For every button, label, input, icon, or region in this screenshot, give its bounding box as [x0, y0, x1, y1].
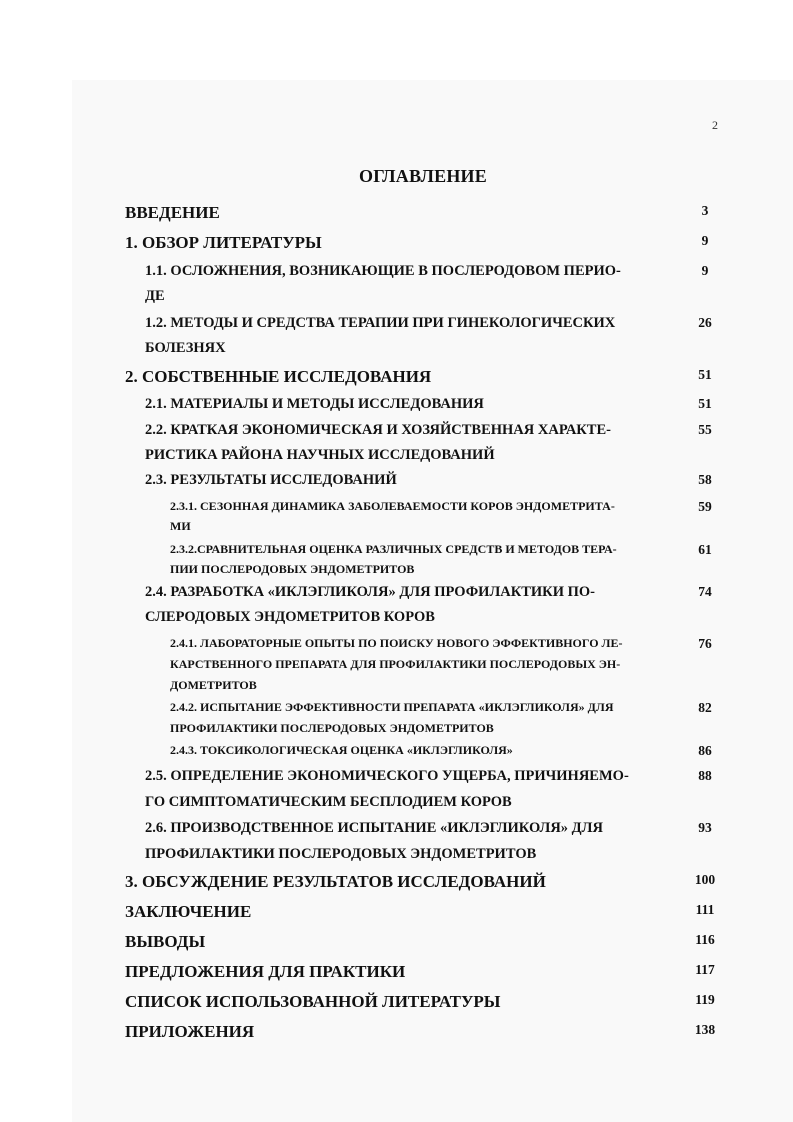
toc-page-number: 3 — [701, 203, 709, 218]
toc-page-number: 74 — [698, 584, 712, 599]
toc-entry-2-3-1-line-2: МИ — [170, 519, 191, 533]
page-number: 2 — [712, 118, 718, 132]
toc-page-number: 116 — [695, 932, 715, 947]
toc-page-number: 93 — [698, 820, 712, 835]
toc-entry-2-6-line-2: ПРОФИЛАКТИКИ ПОСЛЕРОДОВЫХ ЭНДОМЕТРИТОВ — [145, 846, 537, 862]
toc-entry-2-5-line-2: ГО СИМПТОМАТИЧЕСКИМ БЕСПЛОДИЕМ КОРОВ — [145, 794, 512, 810]
toc-page-number: 76 — [698, 636, 712, 651]
toc-entry-1-1-line-2: ДЕ — [145, 288, 165, 304]
toc-entry-2-4-1-line-1: 2.4.1. ЛАБОРАТОРНЫЕ ОПЫТЫ ПО ПОИСКУ НОВОГО ЭФФЕКТИВНОГО ЛЕ- — [170, 636, 623, 650]
toc-page-number: 138 — [694, 1022, 716, 1037]
toc-entry-2-5-line-1: 2.5. ОПРЕДЕЛЕНИЕ ЭКОНОМИЧЕСКОГО УЩЕРБА, ПРИЧИНЯЕМО- — [145, 768, 629, 784]
toc-entry-references: СПИСОК ИСПОЛЬЗОВАННОЙ ЛИТЕРАТУРЫ — [125, 992, 501, 1011]
toc-page-number: 117 — [695, 962, 715, 977]
toc-entry-proposals: ПРЕДЛОЖЕНИЯ ДЛЯ ПРАКТИКИ — [125, 962, 406, 981]
toc-entry-section-2: 2. СОБСТВЕННЫЕ ИССЛЕДОВАНИЯ — [125, 367, 432, 386]
toc-entry-2-4-line-1: 2.4. РАЗРАБОТКА «ИКЛЭГЛИКОЛЯ» ДЛЯ ПРОФИЛАКТИКИ ПО- — [145, 584, 595, 600]
toc-entry-2-2-line-1: 2.2. КРАТКАЯ ЭКОНОМИЧЕСКАЯ И ХОЗЯЙСТВЕННАЯ ХАРАКТЕ- — [145, 422, 611, 438]
toc-entry-findings: ВЫВОДЫ — [125, 932, 206, 951]
toc-entry-2-4-1-line-2: КАРСТВЕННОГО ПРЕПАРАТА ДЛЯ ПРОФИЛАКТИКИ ПОСЛЕРОДОВЫХ ЭН- — [170, 657, 621, 671]
toc-entry-conclusion: ЗАКЛЮЧЕНИЕ — [125, 902, 252, 921]
toc-page-number: 9 — [701, 233, 709, 248]
toc-entry-2-4-3: 2.4.3. ТОКСИКОЛОГИЧЕСКАЯ ОЦЕНКА «ИКЛЭГЛИКОЛЯ» — [170, 743, 513, 757]
toc-page-number: 9 — [701, 263, 709, 278]
toc-page-number: 55 — [698, 422, 712, 437]
toc-entry-2-3-1-line-1: 2.3.1. СЕЗОННАЯ ДИНАМИКА ЗАБОЛЕВАЕМОСТИ КОРОВ ЭНДОМЕТРИТА- — [170, 499, 615, 513]
toc-page-number: 51 — [698, 396, 712, 411]
toc-page-number: 111 — [695, 902, 715, 917]
toc-entry-1-2-line-2: БОЛЕЗНЯХ — [145, 340, 226, 356]
toc-title: ОГЛАВЛЕНИЕ — [359, 166, 487, 186]
toc-entry-2-3-2-line-2: ПИИ ПОСЛЕРОДОВЫХ ЭНДОМЕТРИТОВ — [170, 562, 415, 576]
toc-page-number: 86 — [698, 743, 712, 758]
toc-page-number: 119 — [695, 992, 715, 1007]
toc-entry-section-3: 3. ОБСУЖДЕНИЕ РЕЗУЛЬТАТОВ ИССЛЕДОВАНИЙ — [125, 872, 546, 891]
toc-entry-introduction: ВВЕДЕНИЕ — [125, 203, 220, 222]
toc-entry-2-4-2-line-2: ПРОФИЛАКТИКИ ПОСЛЕРОДОВЫХ ЭНДОМЕТРИТОВ — [170, 721, 494, 735]
toc-entry-2-3: 2.3. РЕЗУЛЬТАТЫ ИССЛЕДОВАНИЙ — [145, 472, 397, 488]
toc-entry-1-2-line-1: 1.2. МЕТОДЫ И СРЕДСТВА ТЕРАПИИ ПРИ ГИНЕКОЛОГИЧЕСКИХ — [145, 315, 616, 331]
toc-entry-2-6-line-1: 2.6. ПРОИЗВОДСТВЕННОЕ ИСПЫТАНИЕ «ИКЛЭГЛИКОЛЯ» ДЛЯ — [145, 820, 603, 836]
toc-page-number: 26 — [698, 315, 712, 330]
toc-page-number: 58 — [698, 472, 712, 487]
toc-entry-2-4-2-line-1: 2.4.2. ИСПЫТАНИЕ ЭФФЕКТИВНОСТИ ПРЕПАРАТА «ИКЛЭГЛИКОЛЯ» ДЛЯ — [170, 700, 614, 714]
toc-entry-section-1: 1. ОБЗОР ЛИТЕРАТУРЫ — [125, 233, 322, 252]
toc-page-number: 51 — [698, 367, 712, 382]
toc-page-number: 100 — [694, 872, 716, 887]
toc-page-number: 59 — [698, 499, 712, 514]
toc-entry-1-1-line-1: 1.1. ОСЛОЖНЕНИЯ, ВОЗНИКАЮЩИЕ В ПОСЛЕРОДОВОМ ПЕРИО- — [145, 263, 621, 279]
toc-entry-2-3-2-line-1: 2.3.2.СРАВНИТЕЛЬНАЯ ОЦЕНКА РАЗЛИЧНЫХ СРЕДСТВ И МЕТОДОВ ТЕРА- — [170, 542, 617, 556]
toc-entry-2-4-line-2: СЛЕРОДОВЫХ ЭНДОМЕТРИТОВ КОРОВ — [145, 609, 435, 625]
toc-page-number: 61 — [698, 542, 712, 557]
toc-page-number: 82 — [698, 700, 712, 715]
toc-entry-2-4-1-line-3: ДОМЕТРИТОВ — [170, 678, 257, 692]
toc-entry-2-2-line-2: РИСТИКА РАЙОНА НАУЧНЫХ ИССЛЕДОВАНИЙ — [145, 447, 495, 463]
toc-entry-appendices: ПРИЛОЖЕНИЯ — [125, 1022, 255, 1041]
toc-page-number: 88 — [698, 768, 712, 783]
toc-entry-2-1: 2.1. МАТЕРИАЛЫ И МЕТОДЫ ИССЛЕДОВАНИЯ — [145, 396, 484, 412]
